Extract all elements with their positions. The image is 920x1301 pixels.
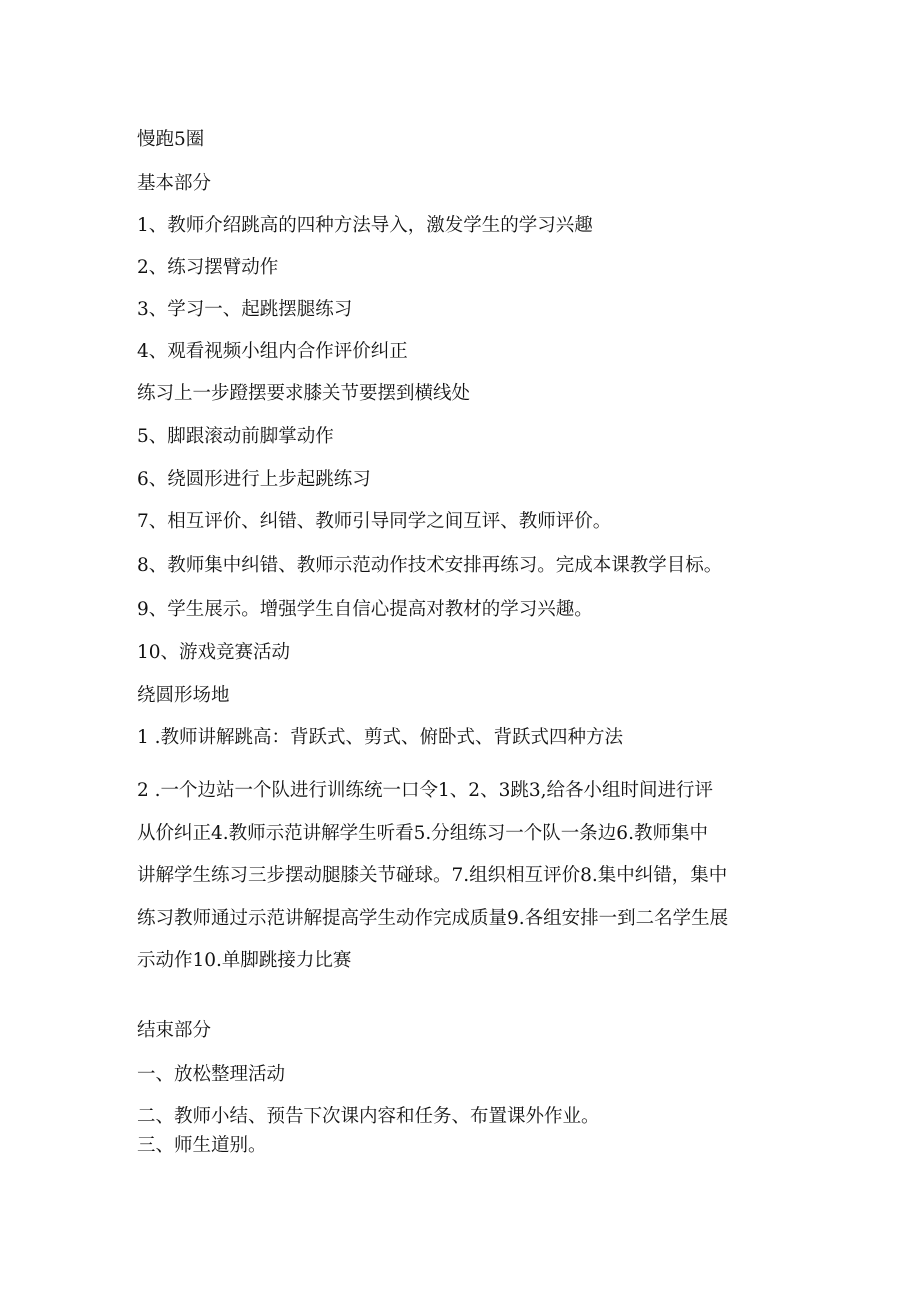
list-item: 7、相互评价、纠错、教师引导同学之间互评、教师评价。 <box>137 511 612 532</box>
text-line: 练习上一步蹬摆要求膝关节要摆到横线处 <box>137 383 471 404</box>
paragraph-line: 2 .一个边站一个队进行训练统一口令1、2、3跳3,给各小组时间进行评 <box>137 780 713 801</box>
list-item: 1、教师介绍跳高的四种方法导入，激发学生的学习兴趣 <box>137 215 593 236</box>
list-item: 二、教师小结、预告下次课内容和任务、布置课外作业。 <box>137 1106 600 1127</box>
list-item: 1 .教师讲解跳高：背跃式、剪式、俯卧式、背跃式四种方法 <box>137 727 624 748</box>
list-item: 6、绕圆形进行上步起跳练习 <box>137 469 371 490</box>
paragraph-line: 从价纠正4.教师示范讲解学生听看5.分组练习一个队一条边6.教师集中 <box>137 822 708 844</box>
list-item: 5、脚跟滚动前脚掌动作 <box>137 426 334 447</box>
list-item: 10、游戏竞赛活动 <box>137 642 291 663</box>
section-heading-ending: 结束部分 <box>137 1020 212 1041</box>
paragraph-line: 练习教师通过示范讲解提高学生动作完成质量9.各组安排一到二名学生展 <box>137 907 729 929</box>
list-item: 8、教师集中纠错、教师示范动作技术安排再练习。完成本课教学目标。 <box>137 555 723 576</box>
organization-paragraph <box>137 770 787 983</box>
section-heading-basic: 基本部分 <box>137 173 212 194</box>
list-item: 9、学生展示。增强学生自信心提高对教材的学习兴趣。 <box>137 599 593 620</box>
list-item: 一、放松整理活动 <box>137 1064 286 1085</box>
text-line: 绕圆形场地 <box>137 685 230 706</box>
list-item: 三、师生道别。 <box>137 1135 267 1156</box>
paragraph-line: 讲解学生练习三步摆动腿膝关节碰球。7.组织相互评价8.集中纠错，集中 <box>137 865 728 887</box>
list-item: 2、练习摆臂动作 <box>137 257 279 278</box>
list-item: 4、观看视频小组内合作评价纠正 <box>137 341 408 362</box>
paragraph-line: 示动作10.单脚跳接力比赛 <box>137 950 352 972</box>
warmup-line: 慢跑5圈 <box>137 129 205 150</box>
list-item: 3、学习一、起跳摆腿练习 <box>137 299 353 320</box>
